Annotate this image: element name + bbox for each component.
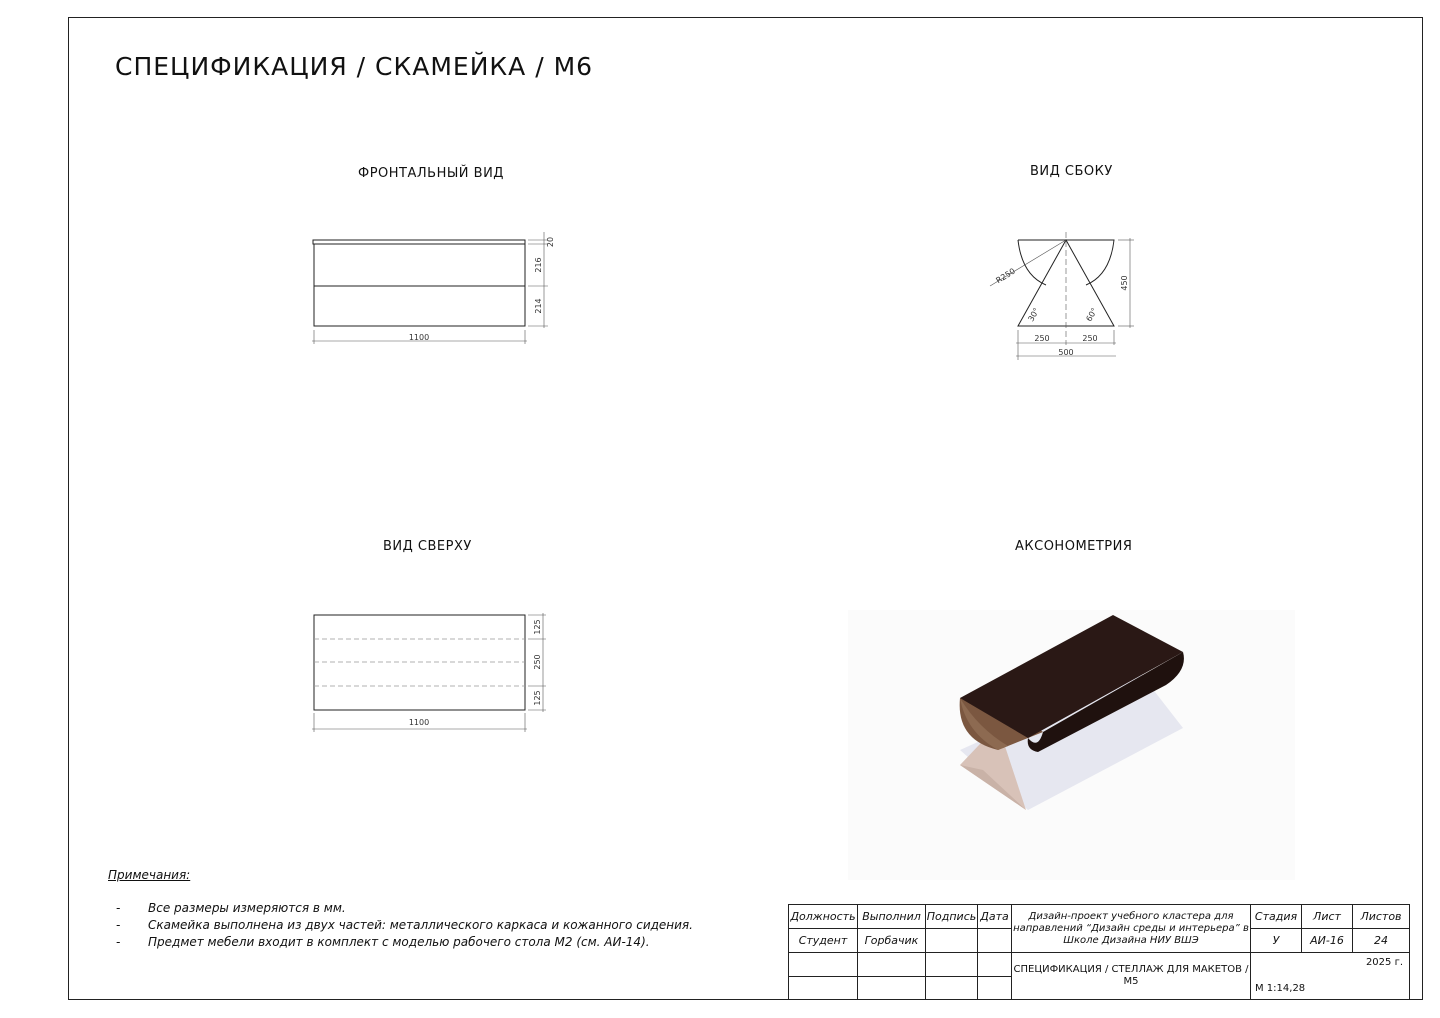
- note-bullet: -: [116, 935, 121, 949]
- stamp-date: [978, 929, 1012, 953]
- top-view-label: ВИД СВЕРХУ: [383, 539, 472, 554]
- stamp-sheet-title: СПЕЦИФИКАЦИЯ / СТЕЛЛАЖ ДЛЯ МАКЕТОВ / М5: [1012, 953, 1251, 1000]
- side-view-label: ВИД СБОКУ: [1030, 164, 1113, 179]
- axonometry-label: АКСОНОМЕТРИЯ: [1015, 539, 1133, 554]
- stamp-scale: М 1:14,28: [1255, 983, 1306, 994]
- notes-list: [116, 900, 693, 951]
- side-w2-dim: 250: [1082, 334, 1098, 343]
- side-angle-right: 60°: [1084, 306, 1100, 324]
- side-width-dim: 500: [1058, 348, 1074, 357]
- front-h1-dim: 20: [546, 236, 555, 248]
- front-h3-dim: 214: [534, 298, 543, 314]
- stamp-stage: У: [1251, 929, 1302, 953]
- stamp-position: Студент: [789, 929, 858, 953]
- note-bullet: -: [116, 901, 121, 915]
- stamp-header-date: Дата: [978, 905, 1012, 929]
- note-bullet: -: [116, 918, 121, 932]
- stamp-sheets: 24: [1353, 929, 1410, 953]
- top-outline: [314, 615, 525, 710]
- note-item: - Скамейка выполнена из двух частей: металлического каркаса и кожанного сидения.: [116, 918, 693, 932]
- stamp-sheets-label: Листов: [1353, 905, 1410, 929]
- top-d1-dim: 125: [533, 619, 542, 635]
- side-angle-left: 30°: [1026, 306, 1042, 324]
- top-d2-dim: 250: [533, 654, 542, 670]
- note-item: - Все размеры измеряются в мм.: [116, 901, 346, 915]
- stamp-sheet-label: Лист: [1302, 905, 1353, 929]
- front-width-dim: 1100: [408, 333, 430, 342]
- stamp-sheet: АИ-16: [1302, 929, 1353, 953]
- title-block: [788, 904, 1410, 1000]
- notes-heading: Примечания:: [108, 868, 191, 882]
- stamp-project: Дизайн-проект учебного кластера для направлений “Дизайн среды и интерьера” в Школе Дизайна НИУ ВШЭ: [1012, 905, 1251, 953]
- page-title: СПЕЦИФИКАЦИЯ / СКАМЕЙКА / М6: [115, 52, 594, 81]
- side-radius-dim: R250: [994, 266, 1017, 286]
- side-height-dim: 450: [1120, 275, 1129, 291]
- note-item: - Предмет мебели входит в комплект с моделью рабочего стола М2 (см. АИ-14).: [116, 935, 650, 949]
- axonometry-render: [848, 610, 1295, 880]
- stamp-stage-label: Стадия: [1251, 905, 1302, 929]
- side-w1-dim: 250: [1034, 334, 1050, 343]
- stamp-header-executed: Выполнил: [858, 905, 926, 929]
- front-view-label: ФРОНТАЛЬНЫЙ ВИД: [358, 166, 504, 181]
- top-width-dim: 1100: [408, 718, 430, 727]
- front-h2-dim: 216: [534, 257, 543, 273]
- stamp-scale-year-cell: [1251, 953, 1410, 1000]
- stamp-author: Горбачик: [858, 929, 926, 953]
- top-d3-dim: 125: [533, 690, 542, 706]
- stamp-signature: [926, 929, 978, 953]
- stamp-header-position: Должность: [789, 905, 858, 929]
- stamp-header-signature: Подпись: [926, 905, 978, 929]
- stamp-year: 2025 г.: [1365, 957, 1403, 968]
